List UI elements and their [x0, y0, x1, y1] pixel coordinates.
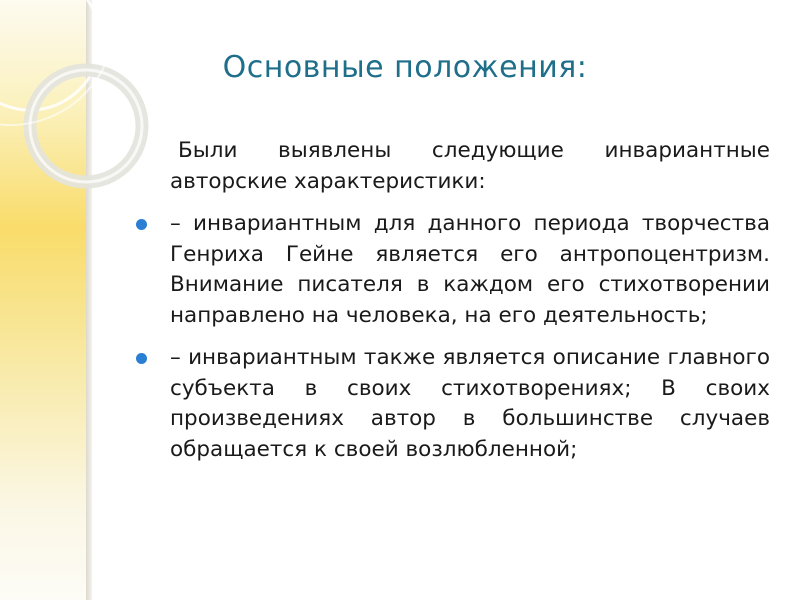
slide-body [170, 136, 770, 477]
bullet-text: – инвариантным также является описание главного субъекта в своих стихотворениях; В своих произведениях автор в большинстве случаев обращается к своей возлюбленной; [170, 345, 770, 462]
bullet-icon [136, 353, 147, 364]
bullet-text: – инвариантным для данного периода творчества Генриха Гейне является его антропоцентризм. Внимание писателя в каждом его стихотворении направлено на человека, на его деятельность; [170, 211, 770, 328]
bullet-icon [136, 219, 147, 230]
intro-paragraph: Были выявлены следующие инвариантные авторские характеристики: [170, 138, 770, 194]
bullet-item [170, 343, 770, 465]
bullet-item [170, 209, 770, 331]
slide-title: Основные положения: [222, 50, 588, 85]
